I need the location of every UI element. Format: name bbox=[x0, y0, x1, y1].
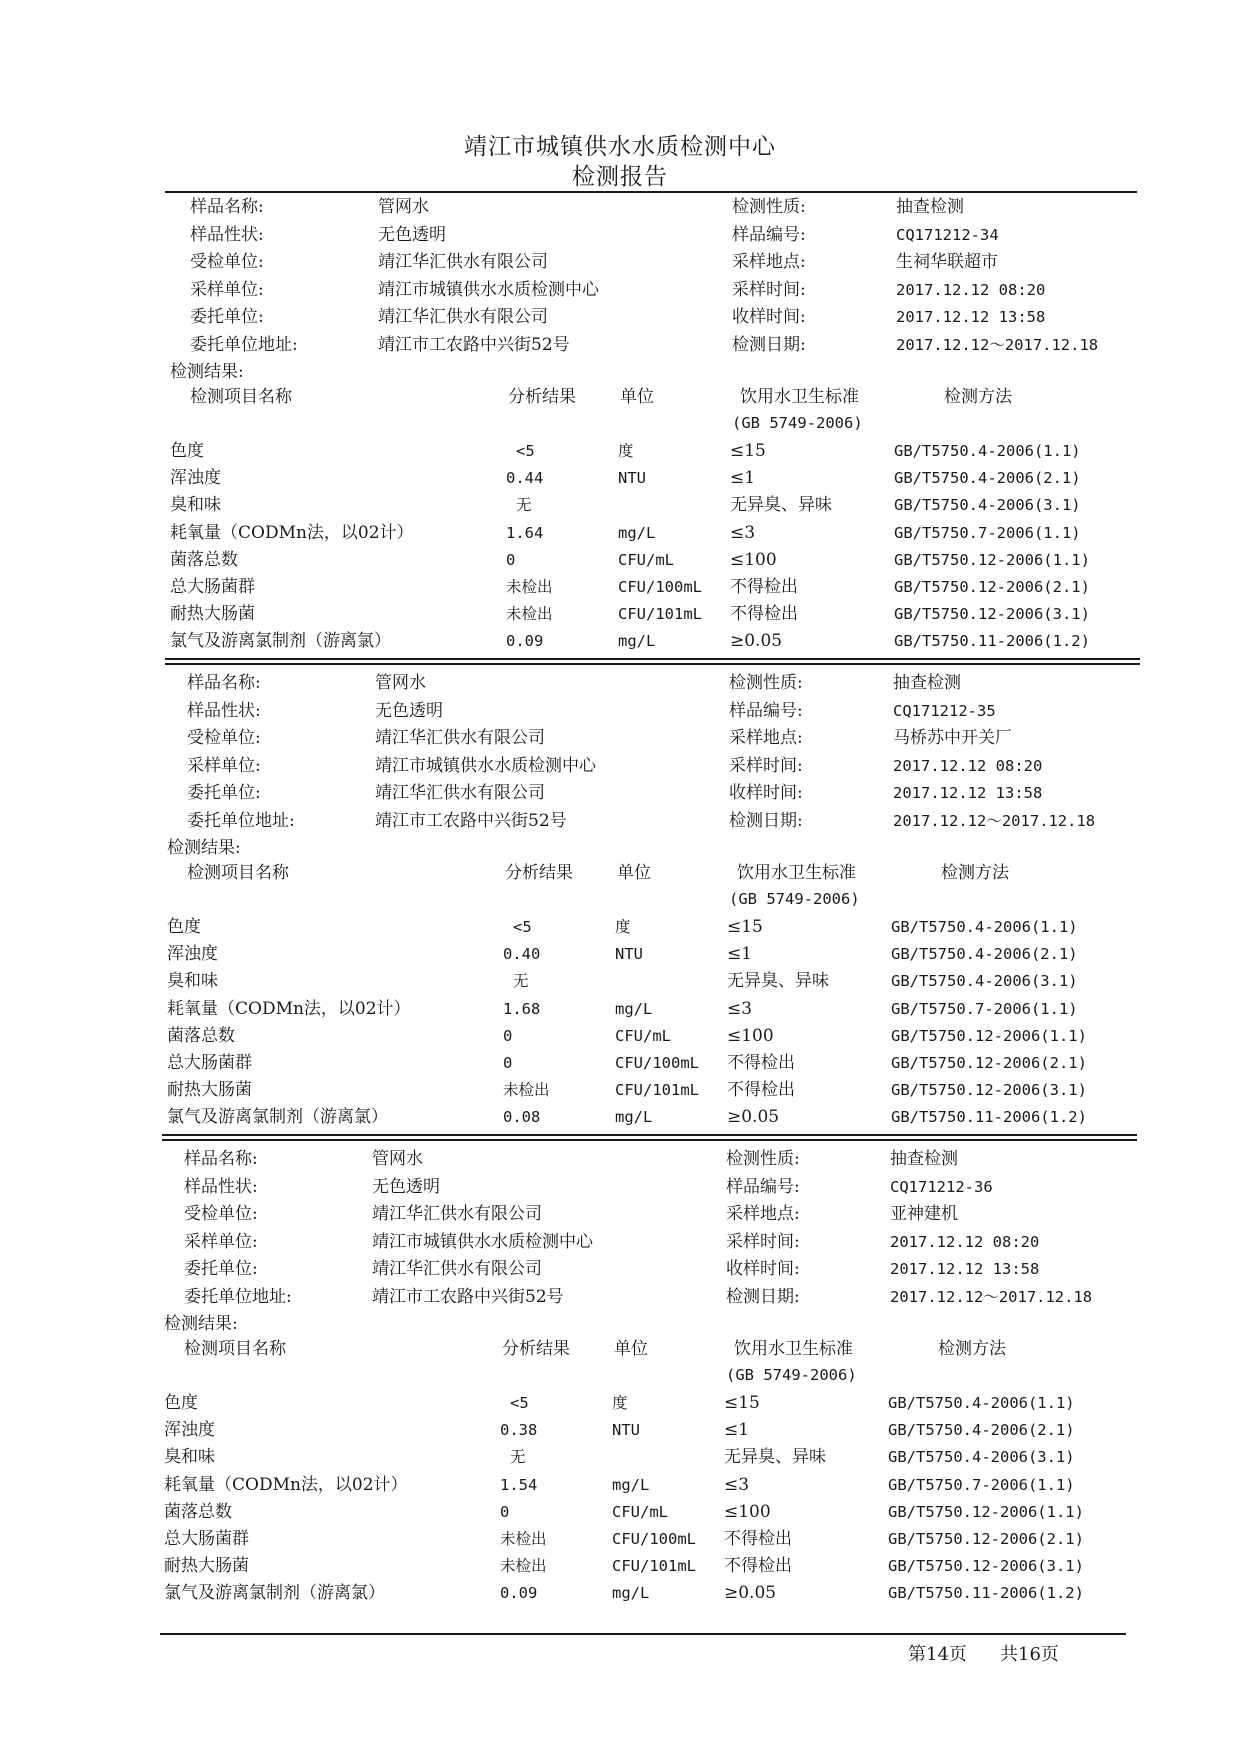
cell-standard: 不得检出 bbox=[724, 1556, 792, 1577]
field-value-receiving-time: 2017.12.12 13:58 bbox=[893, 784, 1043, 802]
cell-standard: ≤100 bbox=[727, 1025, 774, 1046]
col-header-standard-code: (GB 5749-2006) bbox=[732, 414, 863, 432]
cell-item: 臭和味 bbox=[167, 971, 218, 992]
field-value-entrusting-unit: 靖江华汇供水有限公司 bbox=[378, 307, 548, 327]
field-value-sample-no: CQ171212-36 bbox=[890, 1177, 993, 1196]
col-header-unit: 单位 bbox=[620, 387, 654, 407]
info-row bbox=[0, 223, 1240, 250]
field-label-sample-no: 样品编号: bbox=[726, 1176, 800, 1197]
field-label-sampling-unit: 采样单位: bbox=[190, 279, 264, 300]
cell-item: 总大肠菌群 bbox=[167, 1053, 252, 1073]
results-header-code-row bbox=[0, 887, 1240, 914]
col-header-item: 检测项目名称 bbox=[184, 1339, 286, 1359]
field-label-sampling-time: 采样时间: bbox=[729, 755, 803, 776]
cell-standard: 不得检出 bbox=[724, 1529, 792, 1549]
results-header-row bbox=[0, 385, 1240, 412]
cell-method: GB/T5750.11-2006(1.2) bbox=[888, 1584, 1084, 1603]
cell-method: GB/T5750.12-2006(3.1) bbox=[891, 1081, 1087, 1100]
cell-result: 未检出 bbox=[506, 605, 553, 624]
info-row bbox=[0, 809, 1240, 836]
field-value-sample-nature: 无色透明 bbox=[375, 700, 443, 721]
table-row bbox=[0, 629, 1240, 656]
cell-item: 耗氧量（CODMn法，以02计） bbox=[167, 998, 411, 1019]
cell-standard: 不得检出 bbox=[730, 604, 798, 625]
cell-item: 浑浊度 bbox=[167, 944, 218, 965]
cell-result: 0 bbox=[503, 1026, 513, 1045]
col-header-method: 检测方法 bbox=[941, 863, 1009, 883]
table-row bbox=[0, 1078, 1240, 1105]
field-value-sampling-time: 2017.12.12 08:20 bbox=[890, 1232, 1040, 1251]
info-row bbox=[0, 671, 1240, 698]
cell-result: 1.54 bbox=[500, 1475, 538, 1494]
field-value-test-date: 2017.12.12～2017.12.18 bbox=[893, 811, 1096, 830]
field-value-entrusting-unit: 靖江华汇供水有限公司 bbox=[375, 783, 545, 803]
cell-method: GB/T5750.7-2006(1.1) bbox=[888, 1475, 1075, 1494]
cell-unit: CFU/100mL bbox=[618, 578, 702, 596]
cell-item: 菌落总数 bbox=[167, 1025, 235, 1046]
cell-unit: mg/L bbox=[612, 1584, 650, 1603]
cell-item: 总大肠菌群 bbox=[170, 577, 255, 597]
table-row bbox=[0, 1105, 1240, 1132]
field-label-test-nature: 检测性质: bbox=[726, 1149, 800, 1169]
cell-method: GB/T5750.4-2006(1.1) bbox=[894, 442, 1081, 460]
field-value-sampling-site: 亚神建机 bbox=[890, 1204, 958, 1224]
table-row bbox=[0, 548, 1240, 575]
field-label-entrusting-address: 委托单位地址: bbox=[190, 334, 298, 355]
field-label-sample-name: 样品名称: bbox=[184, 1149, 258, 1169]
info-row bbox=[0, 726, 1240, 753]
cell-standard: ≤15 bbox=[727, 917, 763, 937]
field-value-entrusting-unit: 靖江华汇供水有限公司 bbox=[372, 1259, 542, 1279]
cell-standard: 无异臭、异味 bbox=[730, 495, 832, 516]
cell-standard: ≤3 bbox=[730, 522, 756, 543]
cell-unit: NTU bbox=[618, 469, 646, 488]
field-value-sample-name: 管网水 bbox=[378, 197, 429, 217]
cell-result: <5 bbox=[516, 442, 535, 460]
field-value-inspected-unit: 靖江华汇供水有限公司 bbox=[375, 728, 545, 748]
results-header-row bbox=[0, 1337, 1240, 1364]
field-value-sampling-site: 马桥苏中开关厂 bbox=[893, 728, 1012, 748]
cell-item: 耐热大肠菌 bbox=[170, 604, 255, 625]
field-label-entrusting-address: 委托单位地址: bbox=[187, 810, 295, 831]
field-value-test-date: 2017.12.12～2017.12.18 bbox=[896, 335, 1099, 354]
top-rule bbox=[165, 191, 1137, 193]
results-header-code-row bbox=[0, 1363, 1240, 1390]
cell-result: 未检出 bbox=[500, 1530, 547, 1548]
cell-method: GB/T5750.4-2006(2.1) bbox=[894, 469, 1081, 488]
table-row bbox=[0, 602, 1240, 629]
table-row bbox=[0, 997, 1240, 1024]
cell-result: 1.68 bbox=[503, 999, 541, 1018]
field-label-test-date: 检测日期: bbox=[732, 334, 806, 355]
table-row bbox=[0, 1473, 1240, 1500]
table-row bbox=[0, 1024, 1240, 1051]
cell-item: 色度 bbox=[167, 917, 201, 937]
cell-standard: 不得检出 bbox=[727, 1053, 795, 1073]
col-header-result: 分析结果 bbox=[502, 1339, 570, 1359]
info-row bbox=[0, 278, 1240, 305]
cell-method: GB/T5750.12-2006(3.1) bbox=[894, 605, 1090, 624]
report-org-title: 靖江市城镇供水水质检测中心 bbox=[464, 134, 776, 160]
field-label-test-nature: 检测性质: bbox=[732, 197, 806, 217]
info-row bbox=[0, 781, 1240, 808]
cell-item: 总大肠菌群 bbox=[164, 1529, 249, 1549]
cell-standard: ≤15 bbox=[724, 1393, 760, 1413]
results-header-code-row bbox=[0, 411, 1240, 438]
cell-result: 未检出 bbox=[500, 1557, 547, 1576]
bottom-rule bbox=[160, 1633, 1126, 1635]
cell-standard: 不得检出 bbox=[730, 577, 798, 597]
cell-standard: ≥0.05 bbox=[727, 1107, 780, 1128]
cell-method: GB/T5750.12-2006(1.1) bbox=[894, 550, 1090, 569]
table-row bbox=[0, 1581, 1240, 1608]
cell-result: 0.09 bbox=[500, 1584, 538, 1603]
info-row bbox=[0, 250, 1240, 277]
cell-item: 耗氧量（CODMn法，以02计） bbox=[170, 522, 414, 543]
field-value-sample-nature: 无色透明 bbox=[378, 224, 446, 245]
report-title: 检测报告 bbox=[572, 164, 668, 190]
field-label-sampling-site: 采样地点: bbox=[726, 1204, 800, 1224]
cell-item: 耐热大肠菌 bbox=[167, 1080, 252, 1101]
cell-item: 耗氧量（CODMn法，以02计） bbox=[164, 1474, 408, 1495]
results-label: 检测结果: bbox=[167, 838, 241, 858]
info-row bbox=[0, 1202, 1240, 1229]
info-row bbox=[0, 754, 1240, 781]
cell-item: 菌落总数 bbox=[164, 1501, 232, 1522]
info-row bbox=[0, 305, 1240, 332]
cell-method: GB/T5750.11-2006(1.2) bbox=[891, 1108, 1087, 1127]
field-label-sampling-unit: 采样单位: bbox=[184, 1231, 258, 1252]
field-value-sample-nature: 无色透明 bbox=[372, 1176, 440, 1197]
cell-result: 0.40 bbox=[503, 945, 541, 964]
cell-method: GB/T5750.4-2006(3.1) bbox=[888, 1448, 1075, 1467]
cell-item: 氯气及游离氯制剂（游离氯） bbox=[164, 1583, 385, 1604]
field-value-sampling-unit: 靖江市城镇供水水质检测中心 bbox=[375, 755, 596, 776]
section-separator-rule bbox=[165, 663, 1140, 665]
field-label-entrusting-address: 委托单位地址: bbox=[184, 1286, 292, 1307]
info-row bbox=[0, 1147, 1240, 1174]
table-row bbox=[0, 1500, 1240, 1527]
table-row bbox=[0, 1527, 1240, 1554]
field-value-sample-no: CQ171212-35 bbox=[893, 701, 996, 720]
table-row bbox=[0, 439, 1240, 466]
report-section-1 bbox=[0, 195, 1240, 665]
cell-method: GB/T5750.12-2006(2.1) bbox=[894, 578, 1090, 596]
info-row bbox=[0, 333, 1240, 360]
cell-standard: 不得检出 bbox=[727, 1080, 795, 1101]
col-header-standard: 饮用水卫生标准 bbox=[737, 863, 856, 883]
table-row bbox=[0, 942, 1240, 969]
field-value-sampling-unit: 靖江市城镇供水水质检测中心 bbox=[378, 279, 599, 300]
table-row bbox=[0, 521, 1240, 548]
field-label-entrusting-unit: 委托单位: bbox=[190, 307, 264, 327]
col-header-method: 检测方法 bbox=[938, 1339, 1006, 1359]
field-value-sample-no: CQ171212-34 bbox=[896, 225, 999, 244]
cell-result: 无 bbox=[510, 1448, 526, 1467]
field-label-test-date: 检测日期: bbox=[726, 1286, 800, 1307]
field-value-entrusting-address: 靖江市工农路中兴街52号 bbox=[378, 334, 570, 355]
cell-method: GB/T5750.12-2006(1.1) bbox=[888, 1502, 1084, 1521]
field-value-sample-name: 管网水 bbox=[372, 1149, 423, 1169]
field-label-sampling-time: 采样时间: bbox=[732, 279, 806, 300]
cell-unit: mg/L bbox=[615, 1108, 653, 1127]
cell-item: 臭和味 bbox=[170, 495, 221, 516]
cell-standard: ≤3 bbox=[727, 998, 753, 1019]
field-value-sampling-time: 2017.12.12 08:20 bbox=[896, 280, 1046, 299]
cell-method: GB/T5750.7-2006(1.1) bbox=[891, 999, 1078, 1018]
cell-method: GB/T5750.12-2006(1.1) bbox=[891, 1026, 1087, 1045]
field-label-sample-nature: 样品性状: bbox=[190, 224, 264, 245]
field-value-inspected-unit: 靖江华汇供水有限公司 bbox=[378, 252, 548, 272]
field-value-receiving-time: 2017.12.12 13:58 bbox=[890, 1260, 1040, 1278]
cell-method: GB/T5750.11-2006(1.2) bbox=[894, 632, 1090, 651]
info-row bbox=[0, 699, 1240, 726]
cell-item: 臭和味 bbox=[164, 1447, 215, 1468]
cell-item: 菌落总数 bbox=[170, 549, 238, 570]
field-label-receiving-time: 收样时间: bbox=[729, 783, 803, 803]
cell-item: 浑浊度 bbox=[170, 468, 221, 489]
cell-result: <5 bbox=[510, 1394, 529, 1412]
cell-result: 0 bbox=[506, 550, 516, 569]
field-label-sample-no: 样品编号: bbox=[732, 224, 806, 245]
cell-result: 0.09 bbox=[506, 632, 544, 651]
cell-method: GB/T5750.4-2006(3.1) bbox=[894, 496, 1081, 515]
info-row bbox=[0, 195, 1240, 222]
table-row bbox=[0, 1051, 1240, 1078]
cell-standard: 无异臭、异味 bbox=[727, 971, 829, 992]
col-header-method: 检测方法 bbox=[944, 387, 1012, 407]
field-label-sampling-unit: 采样单位: bbox=[187, 755, 261, 776]
field-value-sampling-time: 2017.12.12 08:20 bbox=[893, 756, 1043, 775]
cell-method: GB/T5750.4-2006(2.1) bbox=[891, 945, 1078, 964]
cell-method: GB/T5750.7-2006(1.1) bbox=[894, 523, 1081, 542]
report-section-2 bbox=[0, 671, 1240, 1141]
cell-standard: ≤3 bbox=[724, 1474, 750, 1495]
cell-unit: CFU/mL bbox=[612, 1502, 668, 1521]
field-value-test-nature: 抽查检测 bbox=[896, 197, 964, 217]
table-row bbox=[0, 493, 1240, 520]
field-label-receiving-time: 收样时间: bbox=[726, 1259, 800, 1279]
field-label-receiving-time: 收样时间: bbox=[732, 307, 806, 327]
field-label-sample-no: 样品编号: bbox=[729, 700, 803, 721]
cell-unit: CFU/100mL bbox=[612, 1530, 696, 1548]
cell-result: 0.38 bbox=[500, 1421, 538, 1440]
field-label-inspected-unit: 受检单位: bbox=[187, 728, 261, 748]
table-row bbox=[0, 1418, 1240, 1445]
cell-standard: ≤100 bbox=[730, 549, 777, 570]
cell-method: GB/T5750.4-2006(2.1) bbox=[888, 1421, 1075, 1440]
col-header-unit: 单位 bbox=[614, 1339, 648, 1359]
results-label: 检测结果: bbox=[170, 362, 244, 382]
cell-result: 0.44 bbox=[506, 469, 544, 488]
results-label: 检测结果: bbox=[164, 1314, 238, 1334]
table-row bbox=[0, 1391, 1240, 1418]
info-row bbox=[0, 1285, 1240, 1312]
cell-item: 色度 bbox=[164, 1393, 198, 1413]
field-value-sampling-site: 生祠华联超市 bbox=[896, 252, 998, 272]
field-value-inspected-unit: 靖江华汇供水有限公司 bbox=[372, 1204, 542, 1224]
cell-standard: ≤1 bbox=[730, 468, 756, 489]
field-value-sample-name: 管网水 bbox=[375, 673, 426, 693]
cell-unit: CFU/101mL bbox=[618, 605, 702, 624]
table-row bbox=[0, 1445, 1240, 1472]
field-label-sampling-site: 采样地点: bbox=[729, 728, 803, 748]
cell-method: GB/T5750.12-2006(2.1) bbox=[891, 1054, 1087, 1072]
cell-unit: NTU bbox=[612, 1421, 640, 1440]
cell-unit: NTU bbox=[615, 945, 643, 964]
col-header-standard-code: (GB 5749-2006) bbox=[726, 1366, 857, 1384]
field-label-sample-nature: 样品性状: bbox=[187, 700, 261, 721]
info-row bbox=[0, 1175, 1240, 1202]
cell-standard: ≤15 bbox=[730, 441, 766, 461]
cell-unit: 度 bbox=[612, 1394, 628, 1412]
report-section-3 bbox=[0, 1147, 1240, 1617]
cell-standard: ≤100 bbox=[724, 1501, 771, 1522]
field-value-test-date: 2017.12.12～2017.12.18 bbox=[890, 1287, 1093, 1306]
cell-standard: ≤1 bbox=[727, 944, 753, 965]
cell-unit: CFU/mL bbox=[615, 1026, 671, 1045]
col-header-standard: 饮用水卫生标准 bbox=[740, 387, 859, 407]
cell-result: 未检出 bbox=[503, 1081, 550, 1100]
cell-unit: mg/L bbox=[618, 632, 656, 651]
cell-result: 无 bbox=[513, 972, 529, 991]
cell-result: 1.64 bbox=[506, 523, 544, 542]
cell-unit: CFU/101mL bbox=[615, 1081, 699, 1100]
cell-method: GB/T5750.4-2006(1.1) bbox=[891, 918, 1078, 936]
section-separator-rule bbox=[165, 658, 1140, 660]
field-value-test-nature: 抽查检测 bbox=[890, 1149, 958, 1169]
col-header-item: 检测项目名称 bbox=[190, 387, 292, 407]
cell-item: 氯气及游离氯制剂（游离氯） bbox=[167, 1107, 388, 1128]
cell-method: GB/T5750.4-2006(1.1) bbox=[888, 1394, 1075, 1412]
col-header-result: 分析结果 bbox=[505, 863, 573, 883]
cell-result: 0 bbox=[500, 1502, 510, 1521]
field-label-entrusting-unit: 委托单位: bbox=[187, 783, 261, 803]
table-row bbox=[0, 969, 1240, 996]
col-header-unit: 单位 bbox=[617, 863, 651, 883]
field-label-sample-nature: 样品性状: bbox=[184, 1176, 258, 1197]
field-label-inspected-unit: 受检单位: bbox=[184, 1204, 258, 1224]
results-label-row bbox=[0, 836, 1240, 863]
page-total: 共16页 bbox=[1000, 1644, 1059, 1665]
results-label-row bbox=[0, 360, 1240, 387]
cell-method: GB/T5750.12-2006(3.1) bbox=[888, 1557, 1084, 1576]
table-row bbox=[0, 575, 1240, 602]
cell-unit: mg/L bbox=[612, 1475, 650, 1494]
col-header-standard: 饮用水卫生标准 bbox=[734, 1339, 853, 1359]
cell-item: 色度 bbox=[170, 441, 204, 461]
field-label-entrusting-unit: 委托单位: bbox=[184, 1259, 258, 1279]
field-value-receiving-time: 2017.12.12 13:58 bbox=[896, 308, 1046, 326]
cell-method: GB/T5750.4-2006(3.1) bbox=[891, 972, 1078, 991]
section-separator-rule bbox=[162, 1134, 1137, 1136]
field-label-inspected-unit: 受检单位: bbox=[190, 252, 264, 272]
field-label-test-nature: 检测性质: bbox=[729, 673, 803, 693]
cell-result: <5 bbox=[513, 918, 532, 936]
field-value-entrusting-address: 靖江市工农路中兴街52号 bbox=[375, 810, 567, 831]
cell-standard: ≤1 bbox=[724, 1420, 750, 1441]
field-label-test-date: 检测日期: bbox=[729, 810, 803, 831]
cell-unit: mg/L bbox=[615, 999, 653, 1018]
field-label-sampling-site: 采样地点: bbox=[732, 252, 806, 272]
cell-unit: CFU/100mL bbox=[615, 1054, 699, 1072]
cell-item: 耐热大肠菌 bbox=[164, 1556, 249, 1577]
results-header-row bbox=[0, 861, 1240, 888]
table-row bbox=[0, 466, 1240, 493]
table-row bbox=[0, 1554, 1240, 1581]
info-row bbox=[0, 1230, 1240, 1257]
field-value-test-nature: 抽查检测 bbox=[893, 673, 961, 693]
field-label-sample-name: 样品名称: bbox=[187, 673, 261, 693]
results-label-row bbox=[0, 1312, 1240, 1339]
field-label-sample-name: 样品名称: bbox=[190, 197, 264, 217]
cell-result: 0.08 bbox=[503, 1108, 541, 1127]
cell-unit: 度 bbox=[615, 918, 631, 936]
cell-item: 氯气及游离氯制剂（游离氯） bbox=[170, 631, 391, 652]
cell-standard: ≥0.05 bbox=[724, 1583, 777, 1604]
cell-unit: mg/L bbox=[618, 523, 656, 542]
info-row bbox=[0, 1257, 1240, 1284]
cell-result: 无 bbox=[516, 496, 532, 515]
cell-unit: CFU/mL bbox=[618, 550, 674, 569]
cell-result: 0 bbox=[503, 1054, 513, 1072]
field-label-sampling-time: 采样时间: bbox=[726, 1231, 800, 1252]
field-value-sampling-unit: 靖江市城镇供水水质检测中心 bbox=[372, 1231, 593, 1252]
field-value-entrusting-address: 靖江市工农路中兴街52号 bbox=[372, 1286, 564, 1307]
col-header-item: 检测项目名称 bbox=[187, 863, 289, 883]
cell-item: 浑浊度 bbox=[164, 1420, 215, 1441]
table-row bbox=[0, 915, 1240, 942]
cell-method: GB/T5750.12-2006(2.1) bbox=[888, 1530, 1084, 1548]
col-header-standard-code: (GB 5749-2006) bbox=[729, 890, 860, 908]
section-separator-rule bbox=[162, 1139, 1137, 1141]
cell-standard: 无异臭、异味 bbox=[724, 1447, 826, 1468]
col-header-result: 分析结果 bbox=[508, 387, 576, 407]
cell-unit: CFU/101mL bbox=[612, 1557, 696, 1576]
page-number: 第14页 bbox=[908, 1644, 967, 1665]
cell-unit: 度 bbox=[618, 442, 634, 460]
cell-standard: ≥0.05 bbox=[730, 631, 783, 652]
cell-result: 未检出 bbox=[506, 578, 553, 596]
